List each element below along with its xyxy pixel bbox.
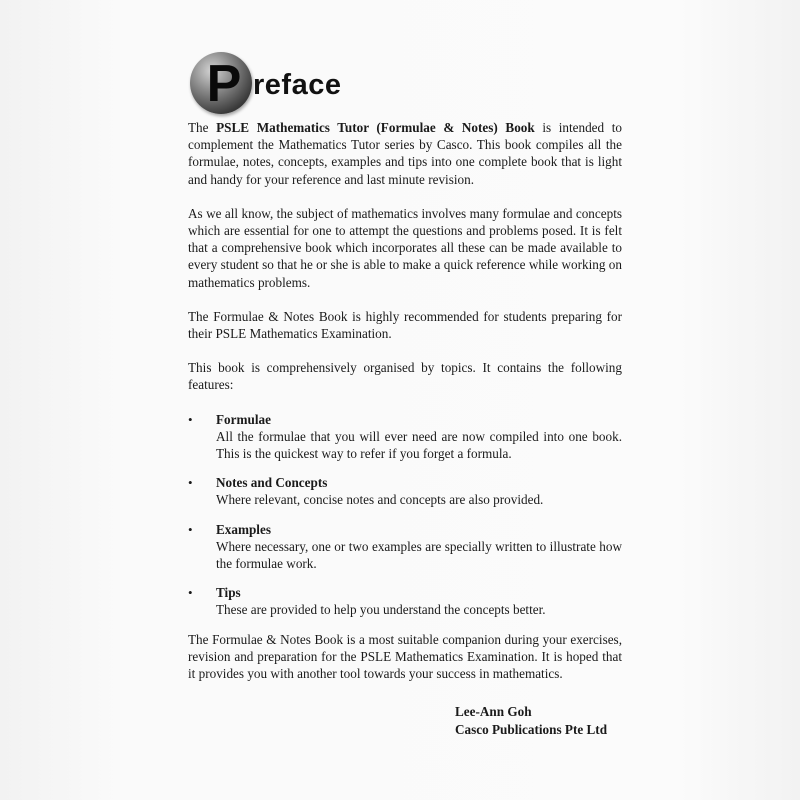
heading-text: reface [253, 69, 342, 101]
paragraph-4: This book is comprehensively organised by topics. It contains the following features: [188, 360, 622, 393]
intro-title-part1: PSLE Mathematics Tutor ( [216, 120, 381, 135]
feature-item [188, 521, 622, 573]
bullet-icon: • [188, 475, 193, 491]
feature-text: Where relevant, concise notes and concepts are also provided. [216, 492, 544, 508]
feature-title: Tips [216, 585, 241, 601]
drop-cap-initial [190, 52, 252, 114]
paragraph-3: The Formulae & Notes Book is highly recommended for students preparing for their PSLE Mathematics Examination. [188, 308, 622, 342]
feature-title: Examples [216, 521, 271, 537]
intro-paragraph [188, 119, 622, 188]
author-name: Lee-Ann Goh [455, 704, 532, 719]
signature-block [455, 703, 607, 739]
feature-text: Where necessary, one or two examples are specially written to illustrate how the formulae work. [216, 538, 622, 572]
publisher-name: Casco Publications Pte Ltd [455, 722, 608, 737]
bullet-icon: • [188, 411, 193, 427]
feature-text: All the formulae that you will ever need are now compiled into one book. This is the quickest way to refer if you forget a formula. [216, 428, 622, 462]
preface-body [188, 119, 622, 682]
feature-title: Formulae [216, 411, 271, 427]
intro-prefix: The [188, 120, 217, 135]
intro-title-part3: ) Book [493, 120, 535, 135]
intro-title-part2: Formulae & Notes [380, 120, 494, 135]
feature-title: Notes and Concepts [216, 475, 328, 491]
paragraph-2: As we all know, the subject of mathematics involves many formulae and concepts which are essential for one to attempt the questions and problems posed. It is felt that a comprehensive book which incorporates all these can be made available to every student so that he or she is able to make a quick reference while working on mathematics problems. [188, 205, 622, 290]
feature-text: These are provided to help you understand the concepts better. [216, 602, 546, 618]
drop-cap-letter: P [206, 55, 242, 113]
feature-item [188, 584, 622, 618]
feature-item [188, 474, 622, 508]
intro-suffix: is intended to complement the Mathematics Tutor series by Casco. This book compiles all the formulae, notes, concepts, examples and tips into one complete book that is light and handy for your reference and last minute revision. [188, 120, 622, 187]
closing-paragraph: The Formulae & Notes Book is a most suitable companion during your exercises, revision and preparation for the PSLE Mathematics Examination. It is hoped that it provides you with another tool towards your success in mathematics. [188, 631, 622, 682]
bullet-icon: • [188, 585, 193, 601]
preface-heading [190, 44, 341, 114]
bullet-icon: • [188, 521, 193, 537]
feature-item [188, 411, 622, 463]
